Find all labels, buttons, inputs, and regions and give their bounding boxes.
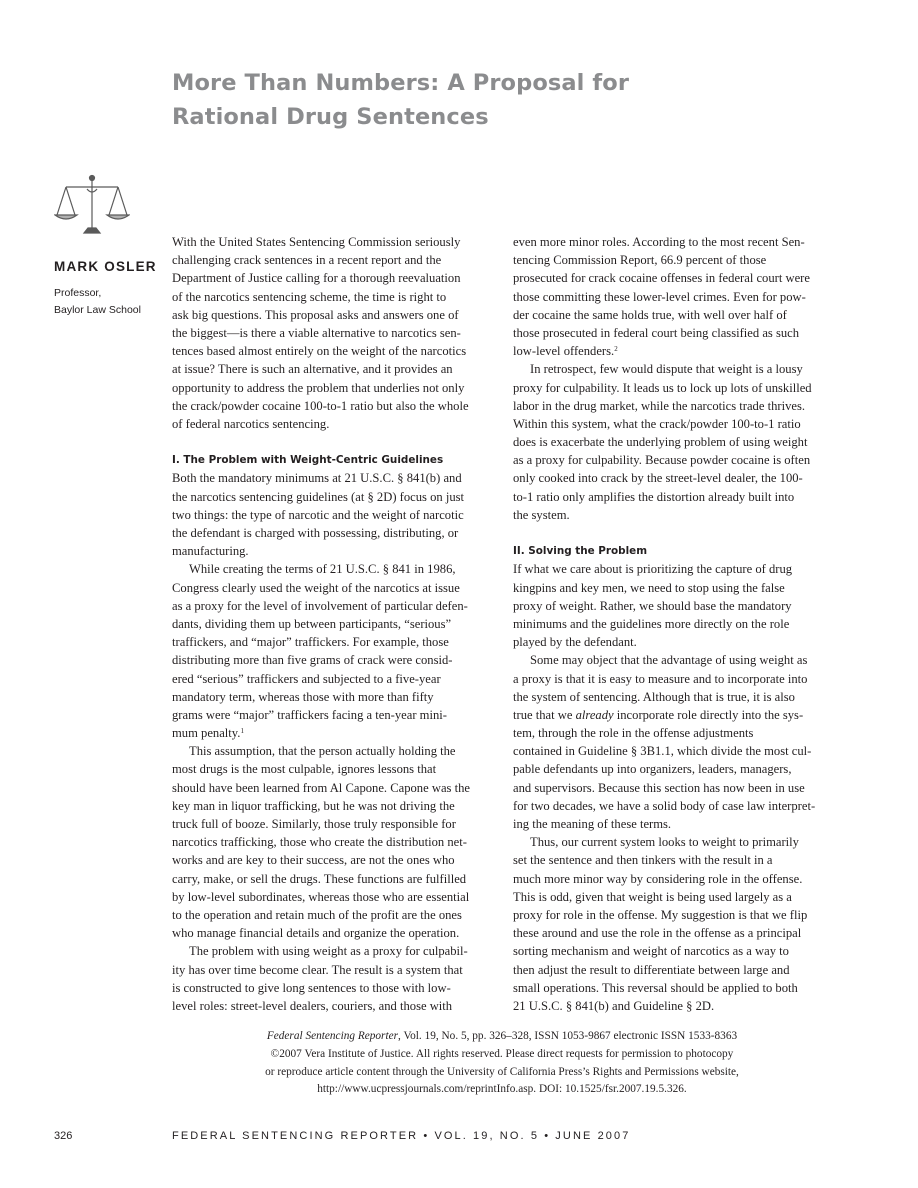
text-line bbox=[513, 833, 837, 851]
text-line bbox=[513, 888, 837, 906]
text-line bbox=[172, 670, 496, 688]
text-line bbox=[513, 379, 837, 397]
article-title bbox=[172, 66, 812, 134]
text-line bbox=[513, 997, 837, 1015]
text-line bbox=[172, 542, 496, 560]
line-text: proxy of weight. Rather, we should base the mandatory bbox=[513, 598, 792, 613]
text-line bbox=[172, 342, 496, 360]
line-text: works and are key to their success, are not the ones who bbox=[172, 853, 455, 868]
text-line bbox=[172, 979, 496, 997]
line-text: manufacturing. bbox=[172, 544, 249, 559]
text-line bbox=[513, 433, 837, 451]
line-text: der cocaine the same holds true, with well over half of bbox=[513, 307, 787, 322]
line-text: only cooked into crack by the street-level dealer, the 100- bbox=[513, 471, 803, 486]
line-text: the biggest—is there a viable alternative to narcotics sen- bbox=[172, 325, 461, 340]
text-line bbox=[513, 233, 837, 251]
line-text: does is exacerbate the underlying problem of using weight bbox=[513, 435, 808, 450]
line-text: much more minor way by considering role in the offense. bbox=[513, 871, 803, 886]
line-text: If what we care about is prioritizing the capture of drug bbox=[513, 562, 793, 577]
line-text: Both the mandatory minimums at 21 U.S.C. § 841(b) and bbox=[172, 471, 462, 486]
text-line bbox=[172, 288, 496, 306]
text-line bbox=[172, 415, 496, 433]
line-text: Department of Justice calling for a thorough reevaluation bbox=[172, 271, 461, 286]
text-line bbox=[513, 251, 837, 269]
notice-line: ©2007 Vera Institute of Justice. All rights reserved. Please direct requests for permission to photocopy bbox=[270, 1047, 734, 1060]
right-column bbox=[513, 233, 837, 1015]
line-text: prosecuted for crack cocaine offenses in federal court were bbox=[513, 271, 810, 286]
paragraph-gap bbox=[172, 433, 496, 451]
text-line bbox=[513, 815, 837, 833]
line-text: tem, through the role in the offense adjustments bbox=[513, 726, 754, 741]
author-name: MARK OSLER bbox=[54, 259, 157, 274]
text-line bbox=[513, 451, 837, 469]
line-text: the system of sentencing. Although that is true, it is also bbox=[513, 689, 795, 704]
text-line bbox=[172, 324, 496, 342]
line-text: level roles: street-level dealers, couriers, and those with bbox=[172, 998, 453, 1013]
line-text: narcotics trafficking, those who create the distribution net- bbox=[172, 835, 467, 850]
line-text: truck full of booze. Similarly, those truly responsible for bbox=[172, 817, 456, 831]
line-text: a proxy is that it is easy to measure and to incorporate into bbox=[513, 671, 808, 686]
text-line bbox=[513, 633, 837, 651]
text-line bbox=[172, 942, 496, 960]
footnote-ref: 1 bbox=[240, 727, 244, 736]
title-line: Rational Drug Sentences bbox=[172, 104, 489, 130]
text-line bbox=[513, 724, 837, 742]
line-text: Congress clearly used the weight of the narcotics at issue bbox=[172, 580, 460, 595]
line-text: ask big questions. This proposal asks and answers one of bbox=[172, 307, 459, 322]
line-text: tences based almost entirely on the weight of the narcotics bbox=[172, 344, 467, 359]
text-line bbox=[513, 342, 837, 360]
text-line bbox=[172, 688, 496, 706]
section-heading: II. Solving the Problem bbox=[513, 545, 648, 558]
text-line bbox=[172, 560, 496, 578]
text-line bbox=[513, 288, 837, 306]
text-line bbox=[513, 870, 837, 888]
line-text: who manage financial details and organize the operation. bbox=[172, 926, 460, 941]
line-text: distributing more than five grams of crack were consid- bbox=[172, 653, 453, 668]
left-column bbox=[172, 233, 496, 1015]
line-text: challenging crack sentences in a recent report and the bbox=[172, 253, 442, 268]
text-line bbox=[172, 724, 496, 742]
text-line bbox=[513, 560, 837, 578]
line-text: set the sentence and then tinkers with the result in a bbox=[513, 853, 773, 868]
footnote-ref: 2 bbox=[614, 345, 618, 354]
text-line bbox=[172, 524, 496, 542]
text-line bbox=[513, 415, 837, 433]
text-line bbox=[513, 906, 837, 924]
line-text: The problem with using weight as a proxy for culpabil- bbox=[189, 944, 468, 959]
paragraph-gap bbox=[513, 524, 837, 542]
text-line bbox=[172, 961, 496, 979]
line-text: traffickers, and “major” traffickers. For example, those bbox=[172, 635, 449, 650]
line-text: Thus, our current system looks to weight to primarily bbox=[530, 835, 799, 850]
text-line bbox=[513, 469, 837, 487]
line-text: proxy for culpability. It leads us to lock up lots of unskilled bbox=[513, 380, 812, 395]
text-line bbox=[172, 815, 496, 833]
line-text: Within this system, what the crack/powder 100-to-1 ratio bbox=[513, 416, 801, 431]
text-line bbox=[172, 906, 496, 924]
line-text: as a proxy for the level of involvement of particular defen- bbox=[172, 598, 468, 613]
running-footer: FEDERAL SENTENCING REPORTER • VOL. 19, NO. 5 • JUNE 2007 bbox=[172, 1130, 631, 1142]
line-text: should have been learned from Al Capone. Capone was the bbox=[172, 780, 470, 795]
line-text: and supervisors. Because this section has now been in use bbox=[513, 780, 805, 795]
emphasis: already bbox=[575, 707, 614, 722]
text-line bbox=[172, 251, 496, 269]
notice-line bbox=[172, 1028, 832, 1046]
line-text: true that we bbox=[513, 707, 576, 722]
text-line bbox=[172, 760, 496, 778]
line-text: is constructed to give long sentences to those with low- bbox=[172, 980, 451, 995]
line-text: contained in Guideline § 3B1.1, which divide the most cul- bbox=[513, 744, 812, 759]
text-line bbox=[513, 924, 837, 942]
text-line bbox=[172, 742, 496, 760]
text-line bbox=[172, 651, 496, 669]
line-text: carry, make, or sell the drugs. These functions are fulfilled bbox=[172, 871, 467, 886]
line-text: at issue? There is such an alternative, and it provides an bbox=[172, 362, 453, 377]
text-line bbox=[172, 633, 496, 651]
line-text: of the narcotics sentencing scheme, the time is right to bbox=[172, 289, 447, 304]
text-line bbox=[172, 360, 496, 378]
line-text: of federal narcotics sentencing. bbox=[172, 416, 330, 431]
line-text: those prosecuted in federal court being classified as such bbox=[513, 325, 800, 340]
line-text: ing the meaning of these terms. bbox=[513, 817, 672, 831]
text-line bbox=[513, 760, 837, 778]
line-text: the crack/powder cocaine 100-to-1 ratio but also the whole bbox=[172, 398, 469, 413]
text-line bbox=[172, 397, 496, 415]
text-line bbox=[172, 469, 496, 487]
line-text: the defendant is charged with possessing, distributing, or bbox=[172, 526, 459, 540]
line-text: In retrospect, few would dispute that weight is a lousy bbox=[530, 362, 803, 377]
line-text: played by the defendant. bbox=[513, 635, 637, 650]
text-line bbox=[172, 924, 496, 942]
line-text: 21 U.S.C. § 841(b) and Guideline § 2D. bbox=[513, 998, 715, 1013]
text-line bbox=[172, 870, 496, 888]
text-line bbox=[513, 360, 837, 378]
text-line bbox=[513, 615, 837, 633]
text-line bbox=[172, 779, 496, 797]
text-line bbox=[513, 688, 837, 706]
line-text: by low-level subordinates, whereas those who are essential bbox=[172, 889, 470, 904]
text-line bbox=[172, 379, 496, 397]
text-line bbox=[513, 579, 837, 597]
text-line bbox=[172, 797, 496, 815]
text-line bbox=[513, 961, 837, 979]
section-heading: I. The Problem with Weight-Centric Guidelines bbox=[172, 454, 444, 467]
text-line bbox=[513, 706, 837, 724]
text-line bbox=[513, 779, 837, 797]
line-text: labor in the drug market, while the narcotics trade thrives. bbox=[513, 398, 806, 413]
notice-line: http://www.ucpressjournals.com/reprintInfo.asp. DOI: 10.1525/fsr.2007.19.5.326. bbox=[317, 1083, 687, 1096]
text-line bbox=[172, 597, 496, 615]
line-text: kingpins and key men, we need to stop using the false bbox=[513, 580, 785, 595]
line-text: small operations. This reversal should be applied to both bbox=[513, 980, 798, 995]
line-text: minimums and the guidelines more directly on the role bbox=[513, 616, 790, 631]
text-line bbox=[513, 651, 837, 669]
line-text: as a proxy for culpability. Because powder cocaine is often bbox=[513, 453, 811, 468]
text-line bbox=[172, 488, 496, 506]
line-text: Some may object that the advantage of using weight as bbox=[530, 653, 808, 668]
line-text: mum penalty. bbox=[172, 726, 241, 741]
text-line bbox=[172, 506, 496, 524]
text-line bbox=[513, 269, 837, 287]
text-line bbox=[172, 851, 496, 869]
line-text: dants, dividing them up between participants, “serious” bbox=[172, 616, 452, 631]
line-text: sorting mechanism and weight of narcotics as a way to bbox=[513, 944, 789, 959]
notice-line: or reproduce article content through the University of California Press’s Rights and Permissions website, bbox=[265, 1065, 739, 1078]
author-affiliation: Baylor Law School bbox=[54, 304, 141, 316]
line-text: grams were “major” traffickers facing a ten-year mini- bbox=[172, 707, 447, 722]
title-line: More Than Numbers: A Proposal for bbox=[172, 70, 630, 96]
text-line bbox=[172, 833, 496, 851]
line-text: low-level offenders. bbox=[513, 344, 615, 359]
text-line bbox=[513, 851, 837, 869]
line-text: mandatory term, whereas those with more than fifty bbox=[172, 689, 434, 704]
line-text: to the operation and retain much of the profit are the ones bbox=[172, 907, 462, 922]
text-line bbox=[172, 579, 496, 597]
line-text: While creating the terms of 21 U.S.C. § 841 in 1986, bbox=[189, 562, 456, 577]
line-text: This assumption, that the person actually holding the bbox=[189, 744, 456, 759]
text-line bbox=[513, 670, 837, 688]
line-text: opportunity to address the problem that underlies not only bbox=[172, 380, 465, 395]
text-line bbox=[172, 706, 496, 724]
line-text: most drugs is the most culpable, ignores lessons that bbox=[172, 762, 437, 777]
line-text: proxy for role in the offense. My suggestion is that we flip bbox=[513, 907, 808, 922]
text-line bbox=[513, 742, 837, 760]
text-line bbox=[513, 797, 837, 815]
text-line bbox=[172, 615, 496, 633]
text-line bbox=[172, 233, 496, 251]
notice-citation: , Vol. 19, No. 5, pp. 326–328, ISSN 1053-9867 electronic ISSN 1533-8363 bbox=[398, 1030, 738, 1042]
line-text: the system. bbox=[513, 507, 570, 522]
journal-name: Federal Sentencing Reporter bbox=[266, 1030, 398, 1042]
line-text: the narcotics sentencing guidelines (at § 2D) focus on just bbox=[172, 489, 465, 504]
author-role: Professor, bbox=[54, 287, 102, 299]
line-text: two things: the type of narcotic and the weight of narcotic bbox=[172, 507, 464, 522]
line-text-after: incorporate role directly into the sys- bbox=[613, 707, 804, 722]
line-text: ity has over time become clear. The result is a system that bbox=[172, 962, 463, 977]
line-text: ered “serious” traffickers and subjected to a five-year bbox=[172, 671, 441, 686]
text-line bbox=[172, 888, 496, 906]
line-text: these around and use the role in the offense as a principal bbox=[513, 926, 802, 941]
text-line bbox=[513, 597, 837, 615]
line-text: pable defendants up into organizers, leaders, managers, bbox=[513, 762, 792, 777]
page-number: 326 bbox=[54, 1130, 73, 1142]
text-line bbox=[513, 979, 837, 997]
text-line bbox=[513, 506, 837, 524]
line-text: those committing these lower-level crimes. Even for pow- bbox=[513, 289, 806, 304]
text-line bbox=[513, 488, 837, 506]
scales-of-justice-icon bbox=[54, 173, 130, 235]
line-text: key man in liquor trafficking, but he was not driving the bbox=[172, 798, 455, 813]
line-text: even more minor roles. According to the most recent Sen- bbox=[513, 235, 805, 249]
line-text: tencing Commission Report, 66.9 percent of those bbox=[513, 253, 767, 268]
line-text: With the United States Sentencing Commission seriously bbox=[172, 235, 461, 249]
text-line bbox=[172, 997, 496, 1015]
line-text: This is odd, given that weight is being used largely as a bbox=[513, 889, 792, 904]
text-line bbox=[172, 306, 496, 324]
line-text: to-1 ratio only amplifies the distortion already built into bbox=[513, 489, 795, 504]
copyright-notice bbox=[172, 1028, 832, 1099]
text-line bbox=[513, 324, 837, 342]
line-text: then adjust the result to differentiate between large and bbox=[513, 962, 790, 977]
text-line bbox=[172, 269, 496, 287]
line-text: for two decades, we have a solid body of case law interpret- bbox=[513, 798, 816, 813]
text-line bbox=[513, 306, 837, 324]
text-line bbox=[513, 397, 837, 415]
text-line bbox=[513, 942, 837, 960]
